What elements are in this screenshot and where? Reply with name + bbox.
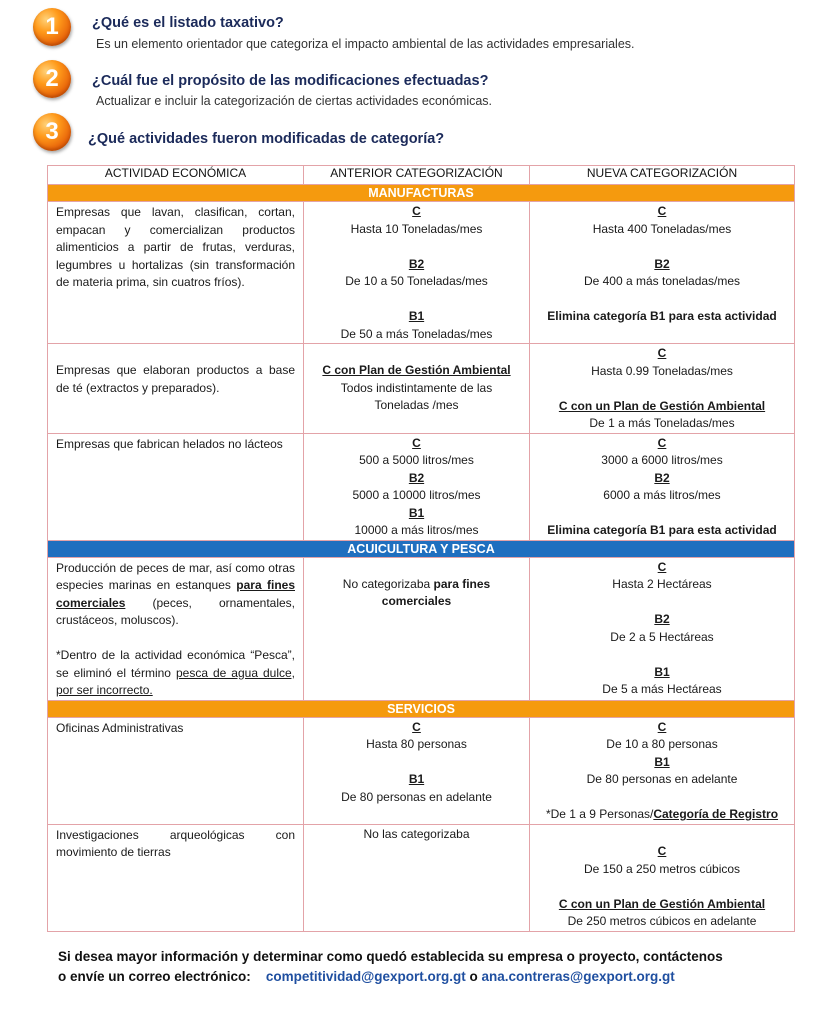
category-label: C con un Plan de Gestión Ambiental (558, 896, 766, 911)
category-label: B1 (654, 754, 670, 769)
activity-description: Empresas que elaboran productos a base de té (extractos y preparados). (56, 363, 295, 395)
category-note: Elimina categoría B1 para esta actividad (547, 309, 777, 323)
activity-description: Oficinas Administrativas (56, 720, 184, 735)
number-badge-3: 3 (33, 113, 71, 151)
category-value: Toneladas /mes (374, 398, 459, 412)
category-label: C (412, 204, 421, 218)
activity-description (48, 558, 303, 700)
category-label: B2 (408, 470, 425, 485)
category-label: B2 (654, 470, 670, 485)
category-value: Hasta 0.99 Toneladas/mes (591, 363, 733, 378)
category-value: De 1 a más Toneladas/mes (589, 416, 735, 430)
category-label: B2 (654, 256, 670, 271)
category-value: De 5 a más Hectáreas (602, 682, 722, 696)
category-label: B2 (408, 256, 425, 271)
category-label: B1 (408, 309, 425, 323)
table-row (48, 557, 795, 700)
category-label: C (657, 435, 667, 450)
category-value: De 250 metros cúbicos en adelante (567, 914, 757, 928)
email-link-contreras[interactable]: ana.contreras@gexport.org.gt (481, 969, 675, 984)
category-emphasis: para fines comerciales (381, 576, 491, 608)
category-value: Hasta 2 Hectáreas (612, 577, 712, 591)
category-value: No las categorizaba (363, 826, 470, 841)
footer-line-1: Si desea mayor información y determinar como quedó establecida su empresa o proyecto, contáctenos (58, 949, 723, 964)
category-label: B1 (654, 664, 670, 679)
category-label: C (657, 719, 667, 734)
category-label: C con Plan de Gestión Ambiental (322, 363, 511, 377)
section-label: SERVICIOS (48, 700, 795, 717)
category-value: 10000 a más litros/mes (354, 523, 479, 537)
number-badge-1: 1 (33, 8, 71, 46)
desc-note: *Dentro de la actividad económica “Pesca”, se eliminó el término (56, 648, 295, 680)
email-link-competitividad[interactable]: competitividad@gexport.org.gt (265, 969, 466, 984)
category-value: De 50 a más Toneladas/mes (340, 326, 493, 341)
category-value: 500 a 5000 litros/mes (359, 453, 474, 467)
footer-text: o envíe un correo electrónico: (58, 969, 251, 984)
activity-description: Investigaciones arqueológicas con movimiento de tierras (56, 827, 295, 859)
table-row (48, 717, 795, 824)
contact-footer (58, 947, 723, 987)
category-label: C (657, 559, 667, 574)
question-2-answer: Actualizar e incluir la categorización de ciertas actividades económicas. (96, 94, 493, 108)
category-value: Todos indistintamente de las (340, 380, 493, 395)
category-label: B1 (408, 505, 425, 520)
desc-note-underlined: pesca de agua dulce, por ser incorrecto. (56, 665, 295, 697)
section-acuicultura (48, 540, 795, 557)
category-label: B1 (408, 772, 425, 786)
footer-or: o (465, 969, 482, 984)
category-value: De 400 a más toneladas/mes (583, 274, 741, 288)
category-value: Hasta 400 Toneladas/mes (592, 221, 732, 236)
category-label: B2 (654, 612, 670, 626)
table-row (48, 202, 795, 344)
table-row (48, 824, 795, 931)
question-1-answer: Es un elemento orientador que categoriza el impacto ambiental de las actividades empresariales. (96, 37, 635, 51)
category-value: Hasta 80 personas (366, 737, 467, 751)
question-1-title: ¿Qué es el listado taxativo? (92, 15, 284, 31)
section-servicios (48, 700, 795, 717)
question-3-title: ¿Qué actividades fueron modificadas de categoría? (88, 131, 445, 147)
footer-line-2 (58, 967, 723, 987)
section-manufacturas (48, 185, 795, 202)
section-label: ACUICULTURA Y PESCA (48, 540, 795, 557)
table-row (48, 344, 795, 434)
header-anterior: ANTERIOR CATEGORIZACIÓN (304, 166, 530, 185)
category-note-emphasis: Categoría de Registro (653, 807, 779, 821)
category-value: No categorizaba (342, 576, 434, 591)
desc-text: (peces, ornamentales, crustáceos, moluscos). (56, 595, 295, 627)
number-badge-2: 2 (33, 60, 71, 98)
category-value: De 10 a 80 personas (606, 737, 718, 751)
category-label: C (412, 435, 421, 450)
header-nueva: NUEVA CATEGORIZACIÓN (530, 166, 795, 185)
header-actividad: ACTIVIDAD ECONÓMICA (48, 166, 304, 185)
category-label: C con un Plan de Gestión Ambiental (558, 398, 766, 413)
category-value: De 10 a 50 Toneladas/mes (345, 274, 488, 288)
category-value: Hasta 10 Toneladas/mes (350, 221, 483, 236)
desc-emphasis: para fines comerciales (56, 578, 295, 610)
category-value: De 80 personas en adelante (341, 789, 492, 804)
category-label: C (412, 719, 421, 734)
category-value: 6000 a más litros/mes (603, 488, 721, 502)
table-header-row (48, 166, 795, 185)
category-value: De 150 a 250 metros cúbicos (583, 861, 741, 876)
category-value: De 80 personas en adelante (586, 772, 738, 786)
category-value: De 2 a 5 Hectáreas (610, 629, 714, 644)
categorization-table (47, 165, 795, 932)
activity-description: Empresas que lavan, clasifican, cortan, empacan y comercializan productos alimenticios a partir de frutas, verduras, legumbres u hortalizas (sin transformación de materia prima, sin cuatros fríos). (56, 205, 295, 289)
question-2-title: ¿Cuál fue el propósito de las modificaciones efectuadas? (92, 73, 489, 89)
category-label: C (657, 204, 667, 218)
activity-description: Empresas que fabrican helados no lácteos (56, 436, 283, 451)
section-label: MANUFACTURAS (48, 185, 795, 202)
category-label: C (657, 346, 667, 360)
category-value: 5000 a 10000 litros/mes (352, 488, 481, 502)
category-note: *De 1 a 9 Personas/ (545, 807, 654, 821)
desc-text: Producción de peces de mar, así como otras especies marinas en estanques (56, 560, 295, 592)
table-row (48, 433, 795, 540)
category-label: C (657, 844, 667, 858)
category-note: Elimina categoría B1 para esta actividad (547, 523, 777, 537)
category-value: 3000 a 6000 litros/mes (601, 453, 723, 467)
